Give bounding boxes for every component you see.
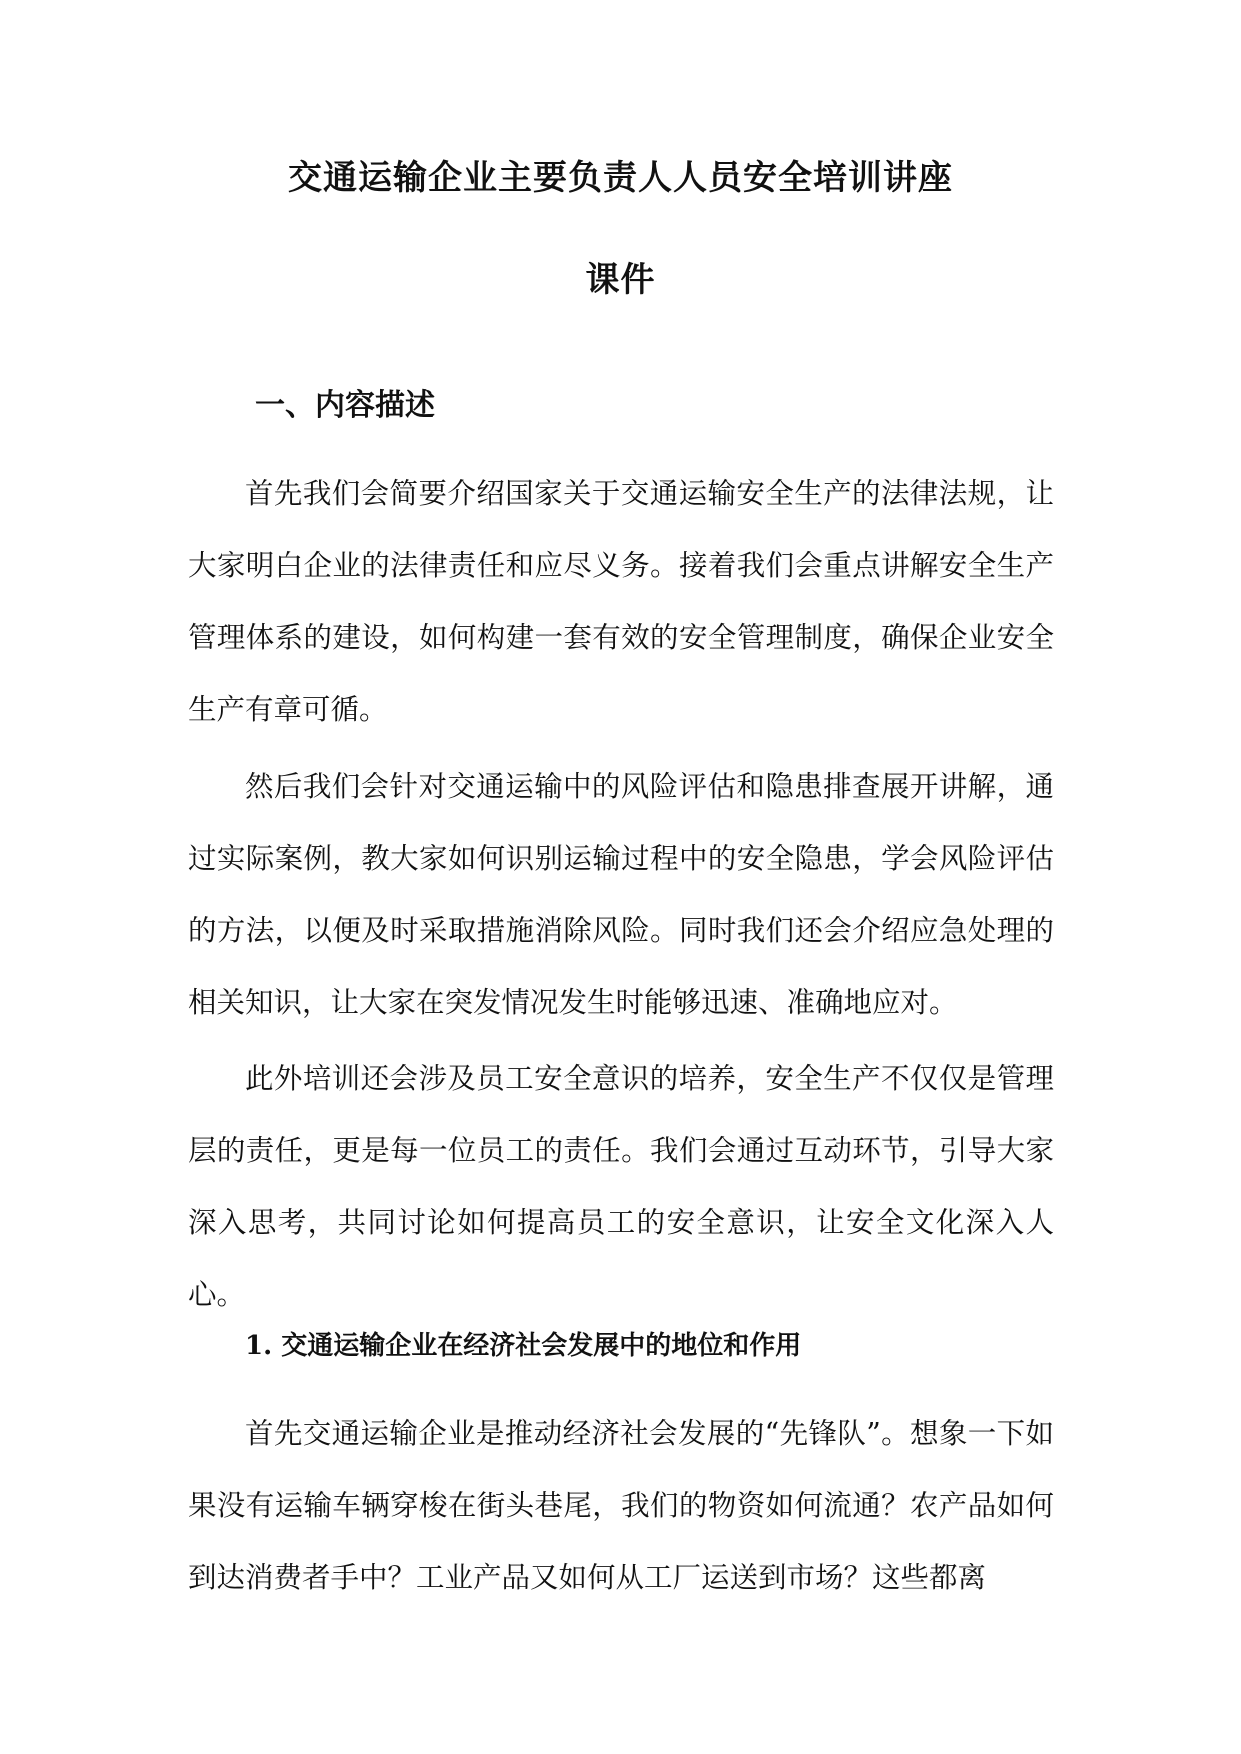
- paragraph: 然后我们会针对交通运输中的风险评估和隐患排查展开讲解，通过实际案例，教大家如何识别运输过程中的安全隐患，学会风险评估的方法，以便及时采取措施消除风险。同时我们还会介绍应急处理的相关知识，让大家在突发情况发生时能够迅速、准确地应对。: [188, 770, 1054, 1019]
- paragraph: 此外培训还会涉及员工安全意识的培养，安全生产不仅仅是管理层的责任，更是每一位员工的责任。我们会通过互动环节，引导大家深入思考，共同讨论如何提高员工的安全意识，让安全文化深入人心。: [188, 1062, 1054, 1311]
- document-title-continued: 课件: [585, 260, 656, 300]
- paragraph: 首先交通运输企业是推动经济社会发展的“先锋队”。想象一下如果没有运输车辆穿梭在街头巷尾，我们的物资如何流通？农产品如何到达消费者手中？工业产品又如何从工厂运送到市场？这些都离: [188, 1417, 1054, 1594]
- section-heading: 一、内容描述: [255, 388, 435, 423]
- subsection-heading: 1. 交通运输企业在经济社会发展中的地位和作用: [245, 1331, 802, 1361]
- paragraph: 首先我们会简要介绍国家关于交通运输安全生产的法律法规，让大家明白企业的法律责任和应尽义务。接着我们会重点讲解安全生产管理体系的建设，如何构建一套有效的安全管理制度，确保企业安全生产有章可循。: [188, 477, 1054, 726]
- document-title: 交通运输企业主要负责人人员安全培训讲座: [288, 158, 953, 198]
